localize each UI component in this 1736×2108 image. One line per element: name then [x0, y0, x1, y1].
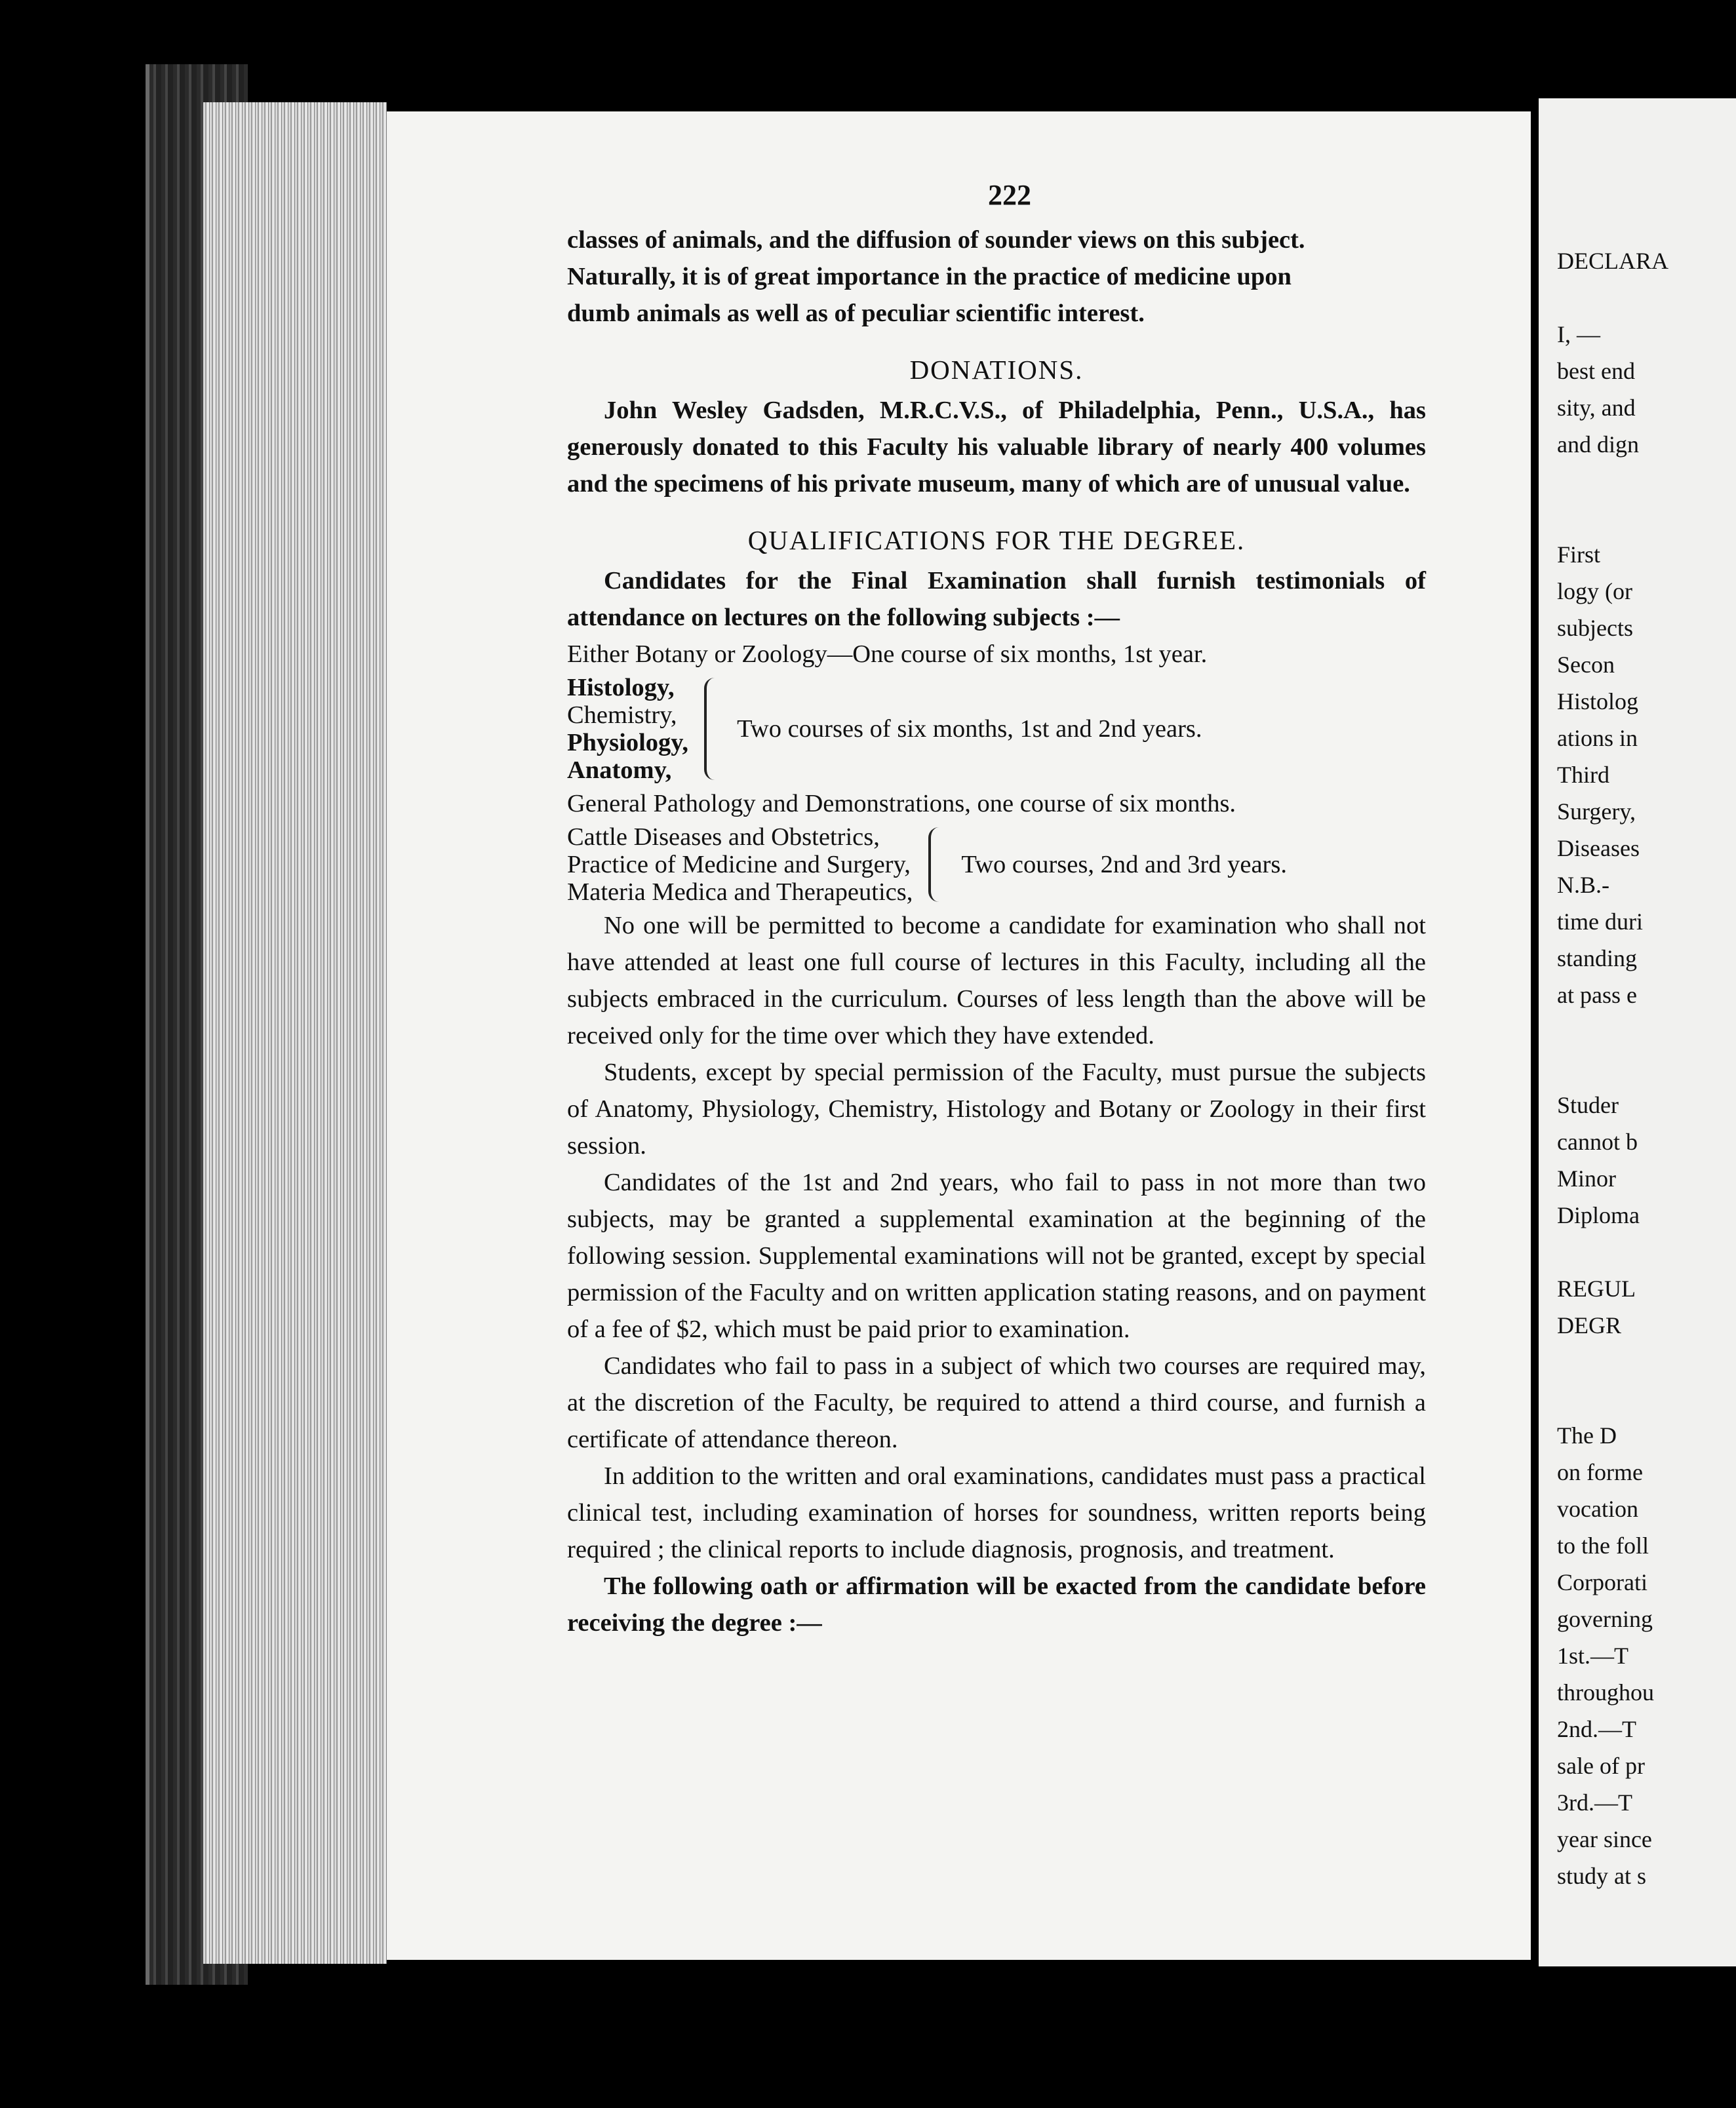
subject-item: Materia Medica and Therapeutics, [567, 878, 913, 906]
right-page-line: Third [1557, 762, 1609, 788]
right-page-line: sale of pr [1557, 1753, 1645, 1779]
donations-heading: DONATIONS. [909, 355, 1084, 385]
right-page-line: First [1557, 541, 1601, 568]
right-page-line: DEGR [1557, 1312, 1621, 1338]
right-page-line: to the foll [1557, 1532, 1649, 1559]
right-page-line [1557, 499, 1736, 536]
right-page-line: The D [1557, 1422, 1617, 1449]
qualifications-heading: QUALIFICATIONS FOR THE DEGREE. [747, 525, 1246, 555]
right-page-line: Studer [1557, 1092, 1619, 1118]
donations-text: John Wesley Gadsden, M.R.C.V.S., of Philadelphia, Penn., U.S.A., has generously donated to this Faculty his valuable library of nearly 400 volumes and the specimens of his private museum, many of which are of unusual value. [567, 397, 1426, 498]
right-page-line: study at s [1557, 1863, 1647, 1889]
right-page-line: time duri [1557, 908, 1643, 935]
right-page-line: Surgery, [1557, 798, 1636, 825]
right-page-line: 2nd.—T [1557, 1716, 1636, 1742]
right-page-line: at pass e [1557, 982, 1637, 1008]
right-page-line [1557, 1234, 1736, 1270]
body-paragraph: No one will be permitted to become a candidate for examination who shall not have attended at least one full course of lectures in this Faculty, including all the subjects embraced in the curriculum. Courses of less length than the above will be received only for the time over which they have extended. [567, 912, 1426, 1049]
right-page-line: throughou [1557, 1679, 1654, 1706]
right-page-line: subjects [1557, 615, 1633, 641]
right-page-line: Minor [1557, 1165, 1616, 1192]
intro-line: classes of animals, and the diffusion of sounder views on this subject. [567, 226, 1305, 254]
subject-item: Physiology, [567, 729, 689, 756]
right-page-line [1557, 1013, 1736, 1050]
brace-mark [928, 827, 948, 902]
right-page-line: standing [1557, 945, 1637, 971]
subject-item: Practice of Medicine and Surgery, [567, 851, 911, 878]
right-page-line: 3rd.—T [1557, 1789, 1632, 1816]
right-page-line: DECLARA [1557, 248, 1668, 274]
right-page-line: and dign [1557, 431, 1639, 458]
qualifications-intro: Candidates for the Final Examination shall furnish testimonials of attendance on lectures on the following subjects :— [567, 567, 1426, 631]
right-page-line: cannot b [1557, 1129, 1638, 1155]
right-page-text [1557, 243, 1736, 1894]
scan-background [0, 1993, 1736, 2108]
right-page-line: Diseases [1557, 835, 1640, 861]
group-label: Two courses, 2nd and 3rd years. [961, 851, 1287, 878]
body-paragraph: The following oath or affirmation will be exacted from the candidate before receiving the degree :— [567, 1572, 1426, 1637]
right-page-line: Histolog [1557, 688, 1639, 714]
right-page-line: logy (or [1557, 578, 1632, 604]
page-edges [203, 102, 387, 1964]
right-page-line [1557, 1380, 1736, 1417]
right-page-line: Corporati [1557, 1569, 1647, 1595]
left-page-text [567, 177, 1426, 1641]
subjects-group-second [567, 823, 1426, 906]
right-page-line: ations in [1557, 725, 1638, 751]
right-page-line: sity, and [1557, 395, 1636, 421]
intro-line: Naturally, it is of great importance in the practice of medicine upon [567, 263, 1292, 290]
group-label: Two courses of six months, 1st and 2nd years. [737, 715, 1202, 743]
right-page-line: on forme [1557, 1459, 1643, 1485]
right-page-line: N.B.- [1557, 872, 1609, 898]
botany-line: Either Botany or Zoology—One course of six months, 1st year. [567, 640, 1208, 668]
subject-item: Histology, [567, 674, 675, 701]
body-paragraph: Candidates of the 1st and 2nd years, who fail to pass in not more than two subjects, may be granted a supplemental examination at the beginning of the following session. Supplemental examinations will not be granted, except by special permission of the Faculty and on written application stating reasons, and on payment of a fee of $2, which must be paid prior to examination. [567, 1169, 1426, 1343]
right-page-line: 1st.—T [1557, 1643, 1629, 1669]
right-page-line: I, — [1557, 321, 1600, 347]
right-page-line: vocation [1557, 1496, 1638, 1522]
right-page-line: best end [1557, 358, 1635, 384]
right-page-line [1557, 1050, 1736, 1087]
right-page-line: REGUL [1557, 1276, 1636, 1302]
intro-line: dumb animals as well as of peculiar scientific interest. [567, 300, 1145, 327]
right-page-line [1557, 1344, 1736, 1380]
page-number: 222 [988, 179, 1031, 211]
brace-mark [704, 678, 724, 780]
subjects-group-first [567, 674, 1426, 784]
right-page-line [1557, 279, 1736, 316]
body-paragraph: Students, except by special permission of the Faculty, must pursue the subjects of Anatomy, Physiology, Chemistry, Histology and Botany or Zoology in their first session. [567, 1059, 1426, 1160]
right-page-line: year since [1557, 1826, 1652, 1852]
right-page-line: Diploma [1557, 1202, 1640, 1228]
body-paragraph: Candidates who fail to pass in a subject of which two courses are required may, at the discretion of the Faculty, be required to attend a third course, and furnish a certificate of attendance thereon. [567, 1352, 1426, 1453]
subject-item: Cattle Diseases and Obstetrics, [567, 823, 880, 851]
pathology-line: General Pathology and Demonstrations, one course of six months. [567, 790, 1236, 817]
right-page-line: governing [1557, 1606, 1653, 1632]
page-gutter [1531, 98, 1539, 1966]
right-page-line [1557, 463, 1736, 499]
subject-item: Chemistry, [567, 701, 677, 729]
right-page-line: Secon [1557, 652, 1615, 678]
body-paragraph: In addition to the written and oral examinations, candidates must pass a practical clinical test, including examination of horses for soundness, written reports being required ; the clinical reports to include diagnosis, prognosis, and treatment. [567, 1462, 1426, 1563]
subject-item: Anatomy, [567, 756, 672, 784]
